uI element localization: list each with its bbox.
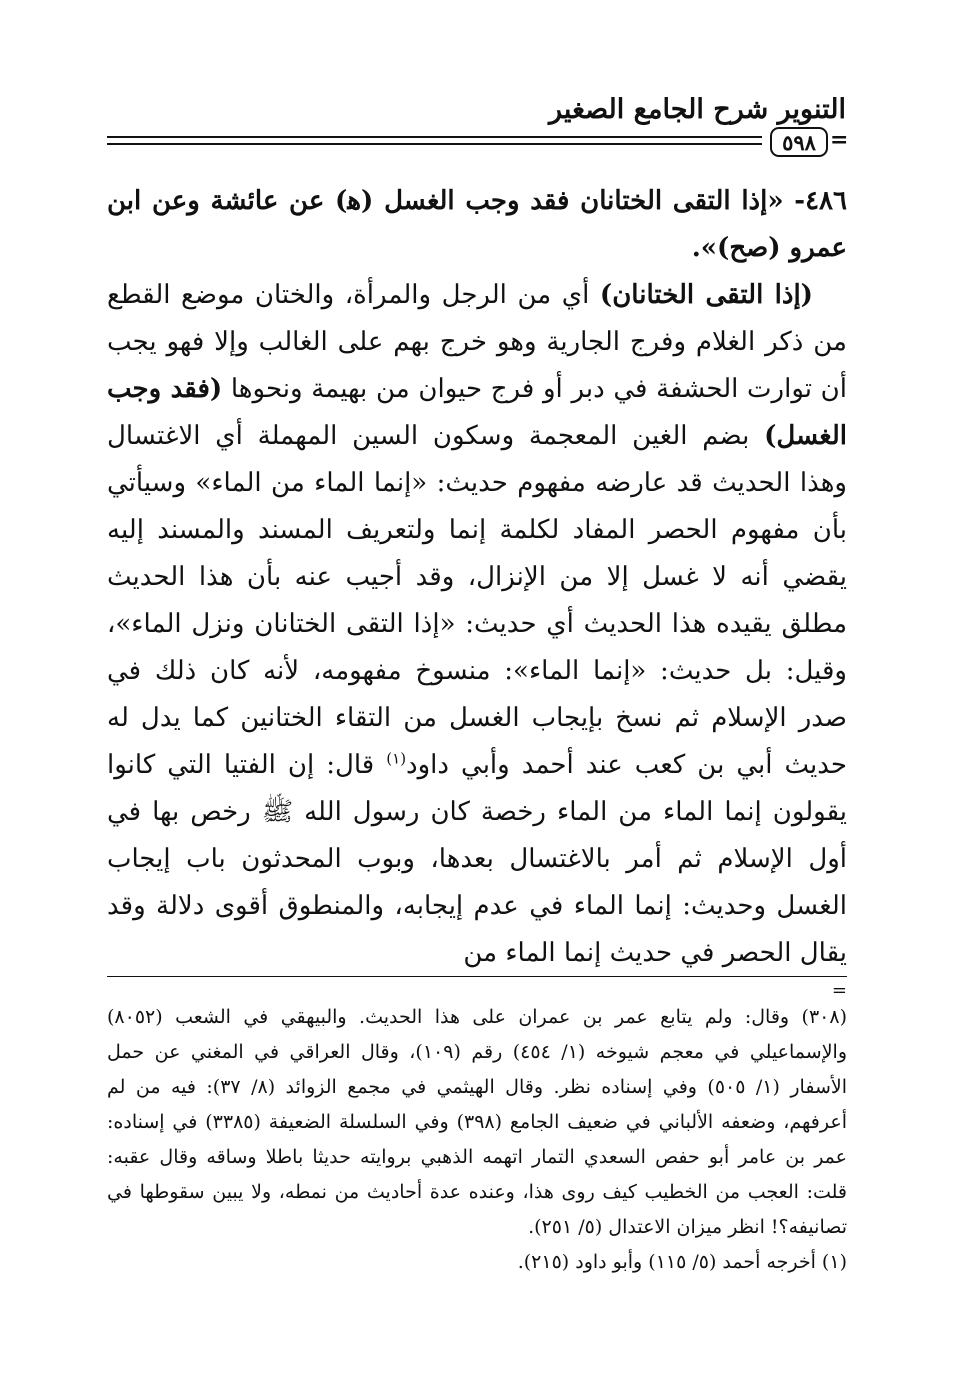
running-title: التنوير شرح الجامع الصغير <box>549 94 846 125</box>
page-badge-mark: = <box>830 127 849 153</box>
lemma-2: (فقد وجب الغسل) <box>107 374 847 451</box>
footnote-continuation-mark: = <box>831 980 847 1001</box>
footnote-308: (٣٠٨) وقال: ولم يتابع عمر بن عمران على هذا الحديث. والبيهقي في الشعب (٨٠٥٢) والإسماعيلي في معجم شيوخه (١/ ٤٥٤) رقم (١٠٩)، وقال العراقي في المغني عن حمل الأسفار (١/ ٥٠٥) وفي إسناده نظر. وقال الهيثمي في مجمع الزوائد (٨/ ٣٧): فيه من لم أعرفهم، وضعفه الألباني في ضعيف الجامع (٣٩٨) وفي السلسلة الضعيفة (٣٣٨٥) في إسناده: عمر بن عامر أبو حفص السعدي التمار اتهمه الذهبي بروايته حديثا باطلا وساقه وقال عقبه: قلت: العجب من الخطيب كيف روى هذا، وعنده عدة أحاديث من نمطه، ولا يبين سقوطها في تصانيفه؟! انظر ميزان الاعتدال (٥/ ٢٥١). <box>107 1006 847 1238</box>
lemma-1: (إذا التقى الختانان) <box>599 280 813 310</box>
footnote-ref-marker: (١) <box>386 749 407 768</box>
commentary-paragraph <box>107 272 847 977</box>
main-text <box>107 178 847 977</box>
footnote-1: (١) أخرجه أحمد (٥/ ١١٥) وأبو داود (٢١٥). <box>517 1251 847 1273</box>
commentary-part-1: أي من الرجل والمرأة، والختان موضع القطع من ذكر الغلام وفرج الجارية وهو خرج بهم على الغالب وإلا فهو يجب أن توارت الحشفة في دبر أو فرج حيوان من بهيمة ونحوها <box>107 280 847 404</box>
header-rule-top <box>107 136 762 138</box>
header-rule-bottom <box>107 143 762 145</box>
footnotes <box>107 1000 847 1280</box>
footnote-divider <box>107 976 847 977</box>
page-number-badge: ٥٩٨ <box>770 127 828 157</box>
commentary-part-3: قال: إن الفتيا التي كانوا يقولون إنما الماء من الماء رخصة كان رسول الله ﷺ رخص بها في أول الإسلام ثم أمر بالاغتسال بعدها، وبوب المحدثون باب إيجاب الغسل وحديث: إنما الماء في عدم إيجابه، والمنطوق أقوى دلالة وقد يقال الحصر في حديث إنما الماء من <box>107 750 847 968</box>
hadith-text: ٤٨٦- «إذا التقى الختانان فقد وجب الغسل (ه‍) عن عائشة وعن ابن عمرو (صح)». <box>107 186 847 263</box>
commentary-part-2: بضم الغين المعجمة وسكون السين المهملة أي الاغتسال وهذا الحديث قد عارضه مفهوم حديث: «إنما الماء من الماء» وسيأتي بأن مفهوم الحصر المفاد لكلمة إنما ولتعريف المسند والمسند إليه يقضي أنه لا غسل إلا من الإنزال، وقد أجيب عنه بأن هذا الحديث مطلق يقيده هذا الحديث أي حديث: «إذا التقى الختانان ونزل الماء»، وقيل: بل حديث: «إنما الماء»: منسوخ مفهومه، لأنه كان ذلك في صدر الإسلام ثم نسخ بإيجاب الغسل من التقاء الختانين كما يدل له حديث أبي بن كعب عند أحمد وأبي داود <box>107 421 847 780</box>
